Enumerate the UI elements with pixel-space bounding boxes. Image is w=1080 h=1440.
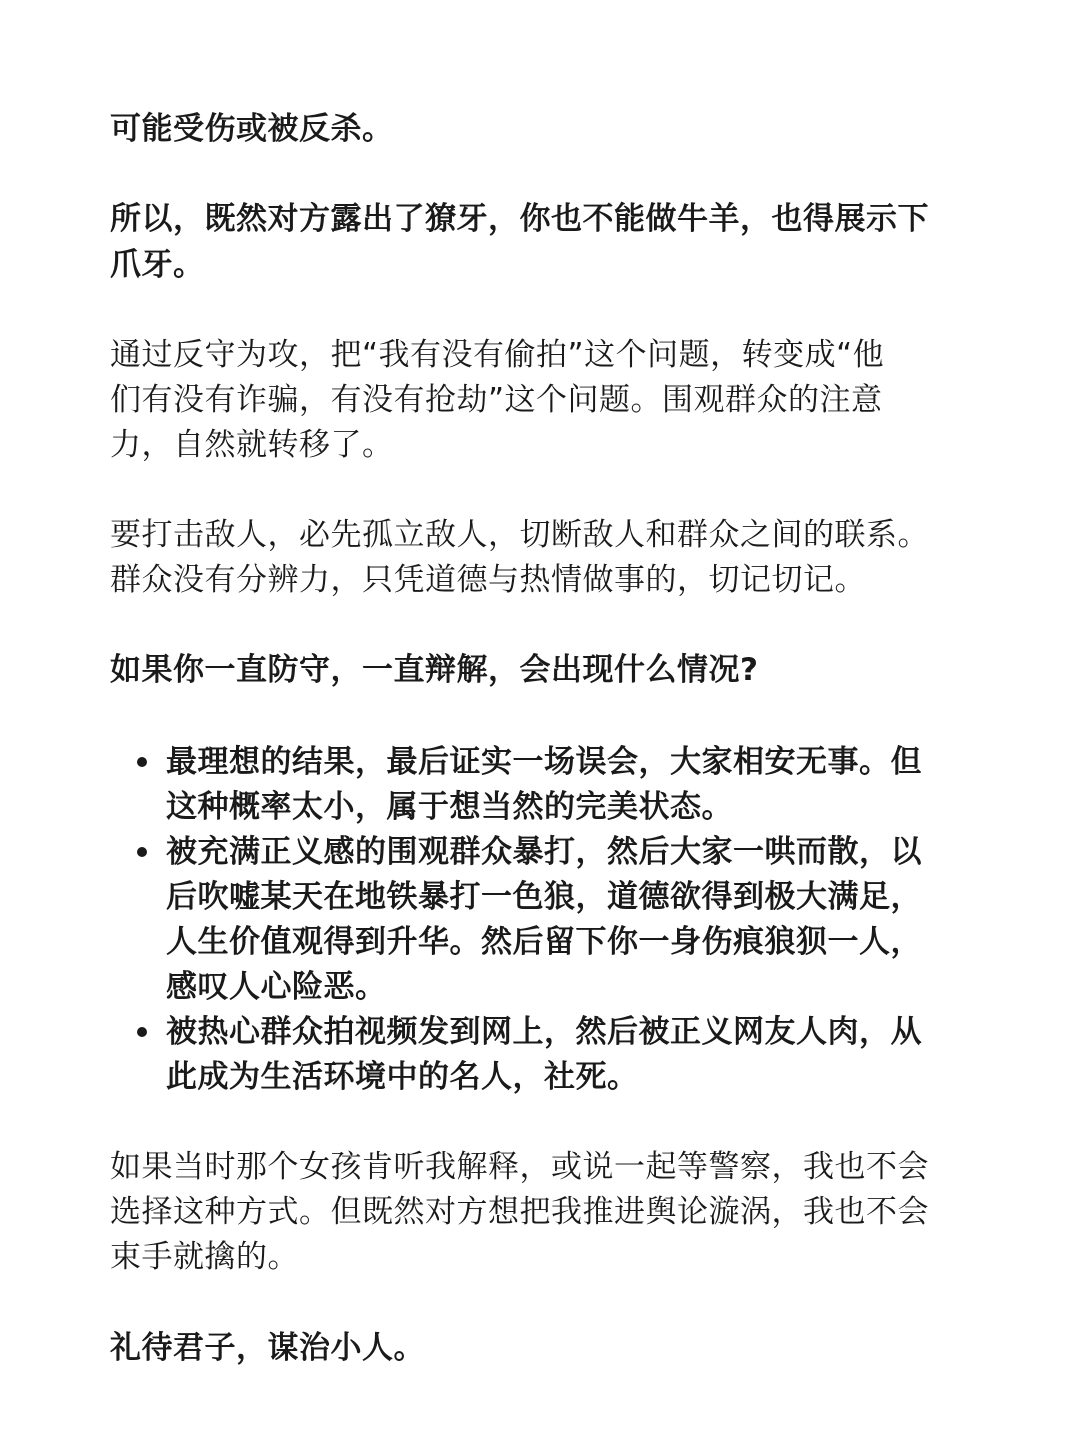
bullet-line: 被热心群众拍视频发到网上，然后被正义网友人肉，从: [166, 1014, 922, 1050]
bullet-line: 感叹人心险恶。: [166, 969, 387, 1005]
bullet-line: 最理想的结果，最后证实一场误会，大家相安无事。但: [166, 744, 922, 780]
bullet-line: 人生价值观得到升华。然后留下你一身伤痕狼狈一人，: [166, 924, 922, 960]
bullet-line: 被充满正义感的围观群众暴打，然后大家一哄而散，以: [166, 834, 922, 870]
bullet-line: 这种概率太小，属于想当然的完美状态。: [166, 789, 733, 825]
paragraph-line: 如果当时那个女孩肯听我解释，或说一起等警察，我也不会: [110, 1149, 929, 1185]
paragraph-line: 选择这种方式。但既然对方想把我推进舆论漩涡，我也不会: [110, 1194, 929, 1230]
bullet-line: 后吹嘘某天在地铁暴打一色狼，道德欲得到极大满足，: [166, 879, 922, 915]
paragraph-line: 们有没有诈骗，有没有抢劫”这个问题。围观群众的注意: [110, 382, 883, 418]
bullet-line: 此成为生活环境中的名人，社死。: [166, 1059, 639, 1095]
bullet-dot: [137, 847, 147, 857]
paragraph-line: 可能受伤或被反杀。: [110, 111, 394, 147]
paragraph-line: 束手就擒的。: [110, 1239, 299, 1275]
paragraph-line: 礼待君子，谋治小人。: [110, 1330, 425, 1366]
bullet-dot: [137, 757, 147, 767]
paragraph-line: 通过反守为攻，把“我有没有偷拍”这个问题，转变成“他: [110, 337, 885, 373]
paragraph-line: 所以，既然对方露出了獠牙，你也不能做牛羊，也得展示下: [110, 201, 929, 237]
paragraph-line: 群众没有分辨力，只凭道德与热情做事的，切记切记。: [110, 562, 866, 598]
paragraph-line: 爪牙。: [110, 247, 205, 283]
paragraph-line: 如果你一直防守，一直辩解，会出现什么情况?: [110, 652, 759, 688]
paragraph-line: 力，自然就转移了。: [110, 427, 394, 463]
bullet-dot: [137, 1027, 147, 1037]
paragraph-line: 要打击敌人，必先孤立敌人，切断敌人和群众之间的联系。: [110, 517, 929, 553]
